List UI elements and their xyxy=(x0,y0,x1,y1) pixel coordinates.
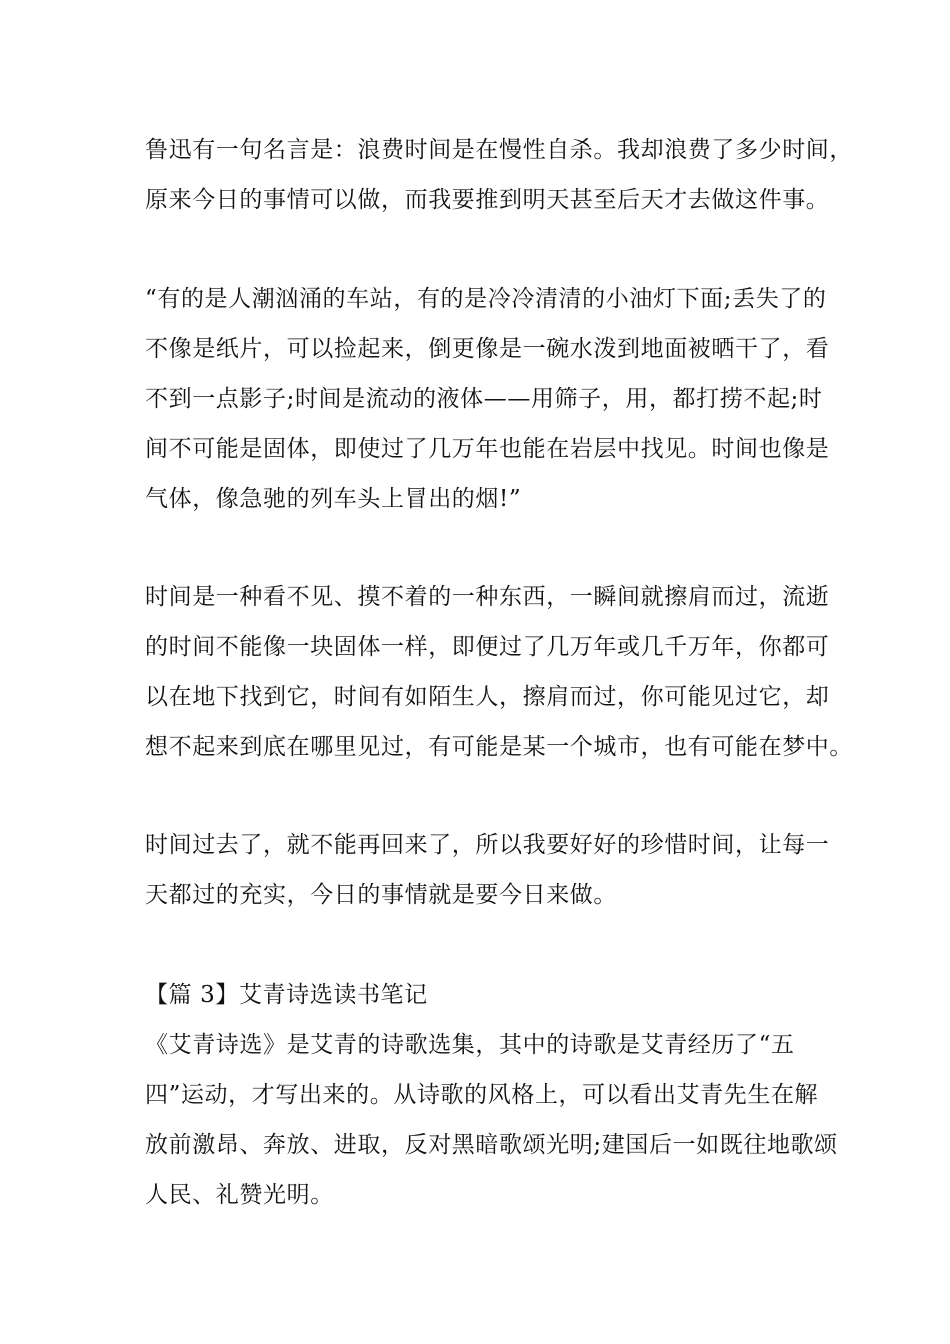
text-line: 气体，像急驰的列车头上冒出的烟!” xyxy=(145,486,522,512)
text-line: 的时间不能像一块固体一样，即便过了几万年或几千万年，你都可 xyxy=(145,634,830,660)
text-line: 以在地下找到它，时间有如陌生人，擦肩而过，你可能见过它，却 xyxy=(145,684,830,710)
text-line: 人民、礼赞光明。 xyxy=(145,1182,334,1208)
text-line: 不到一点影子;时间是流动的液体——用筛子，用，都打捞不起;时 xyxy=(145,386,823,412)
paragraph-lu-xun-quote xyxy=(145,125,853,225)
text-line: 间不可能是固体，即使过了几万年也能在岩层中找见。时间也像是 xyxy=(145,436,830,462)
section-heading xyxy=(145,970,815,1020)
paragraph-time-quote xyxy=(145,274,830,524)
text-line: 天都过的充实，今日的事情就是要今日来做。 xyxy=(145,882,617,908)
text-line: 想不起来到底在哪里见过，有可能是某一个城市，也有可能在梦中。 xyxy=(145,734,853,760)
text-line: “有的是人潮汹涌的车站，有的是冷冷清清的小油灯下面;丢失了的 xyxy=(145,286,827,312)
section-heading-text: 【篇 3】艾青诗选读书笔记 xyxy=(145,982,428,1008)
text-line: 放前激昂、奔放、进取，反对黑暗歌颂光明;建国后一如既往地歌颂 xyxy=(145,1132,838,1158)
text-line: 时间是一种看不见、摸不着的一种东西，一瞬间就擦肩而过，流逝 xyxy=(145,584,830,610)
text-line: 四”运动，才写出来的。从诗歌的风格上，可以看出艾青先生在解 xyxy=(145,1082,819,1108)
paragraph-cherish-time xyxy=(145,820,830,920)
text-line: 时间过去了，就不能再回来了，所以我要好好的珍惜时间，让每一 xyxy=(145,832,830,858)
paragraph-ai-qing-poems xyxy=(145,1020,838,1220)
text-line: 《艾青诗选》是艾青的诗歌选集，其中的诗歌是艾青经历了“五 xyxy=(145,1032,795,1058)
text-line: 不像是纸片，可以捡起来，倒更像是一碗水泼到地面被晒干了，看 xyxy=(145,336,830,362)
text-line: 鲁迅有一句名言是：浪费时间是在慢性自杀。我却浪费了多少时间， xyxy=(145,137,853,163)
text-line: 原来今日的事情可以做，而我要推到明天甚至后天才去做这件事。 xyxy=(145,187,830,213)
paragraph-time-invisible xyxy=(145,572,853,772)
